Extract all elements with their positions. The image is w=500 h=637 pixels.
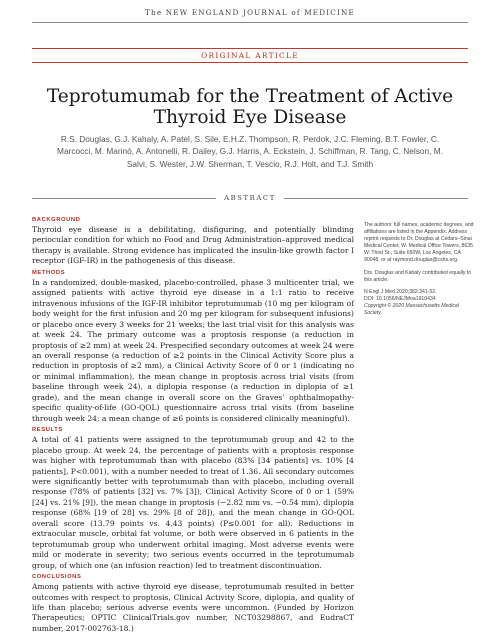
methods-text: In a randomized, double-masked, placebo-controlled, phase 3 multicenter trial, we assigned patients with active thyroid eye disease in a 1:1 ratio to receive intravenous infusions of the IGF-IR inhibitor teprotumumab (10 mg per kilogram of body weight for the first infusion and 20 mg per kilogram for subsequent infusions) or placebo once every 3 weeks for 21 weeks; the last trial visit for this analysis was at week 24. The primary outcome was a proptosis response (a reduction in proptosis of ≥2 mm) at week 24. Prespecified secondary outcomes at week 24 were an overall response (a reduction of ≥2 points in the Clinical Activity Score plus a reduction in proptosis of ≥2 mm), a Clinical Activity Score of 0 or 1 (indicating no or minimal inflammation), the mean change in proptosis across trial visits (from baseline through week 24), a diplopia response (a reduction in diplopia of ≥1 grade), and the mean change in overall score on the Graves’ ophthalmopathy-specific quality-of-life (GO-QOL) questionnaire across trial visits (from baseline through week 24; a mean change of ≥6 points is considered clinically meaningful).: [32, 277, 354, 423]
doi: DOI: 10.1056/NEJMoa1910434: [364, 295, 436, 302]
background-heading: BACKGROUND: [32, 217, 81, 223]
article-title: Teprotumumab for the Treatment of Active Thyroid Eye Disease: [46, 86, 454, 128]
conclusions-text: Among patients with active thyroid eye disease, teprotumumab resulted in better outcomes with respect to proptosis, Clinical Activity Score, diplopia, and quality of life than placebo; serious adverse events were uncommon. (Funded by Horizon Therapeutics; OPTIC ClinicalTrials.gov number, NCT03298867, and EudraCT number, 2017-002763-18.): [32, 582, 354, 633]
results-text: A total of 41 patients were assigned to the teprotumumab group and 42 to the placebo group. At week 24, the percentage of patients with a proptosis response was higher with teprotumumab than with placebo (83% [34 patients] vs. 10% [4 patients], P<0.001), with a number needed to treat of 1.36. All secondary outcomes were significantly better with teprotumumab than with placebo, including overall response (78% of patients [32] vs. 7% [3]), Clinical Activity Score of 0 or 1 (59% [24] vs. 21% [9]), the mean change in proptosis (−2.82 mm vs. −0.54 mm), diplopia response (68% [19 of 28] vs. 29% [8 of 28]), and the mean change in GO-QOL overall score (13.79 points vs. 4.43 points) (P≤0.001 for all). Reductions in extraocular muscle, orbital fat volume, or both were observed in 6 patients in the teprotumumab group who underwent orbital imaging. Most adverse events were mild or moderate in severity; two serious events occurred in the teprotumumab group, of which one (an infusion reaction) led to treatment discontinuation.: [32, 435, 354, 570]
methods-heading: METHODS: [32, 269, 66, 276]
affiliation-note: The authors’ full names, academic degrees, and affiliations are listed in the Appendix. Address reprint requests to Dr. Douglas at Cedars–Sinai Medical Center, W. Medical Office Towers, 8635 W. Third St., Suite 650W, Los Angeles, CA 90048, or at raymond.douglas@cshs.org.: [364, 222, 474, 264]
background-text: Thyroid eye disease is a debilitating, disfiguring, and potentially blinding periocular condition for which no Food and Drug Administration–approved medical therapy is available. Strong evidence has implicated the insulin-like growth factor I receptor (IGF-IR) in the pathogenesis of this disease.: [32, 225, 354, 266]
abstract-body: [32, 217, 354, 637]
author-list: R.S. Douglas, G.J. Kahaly, A. Patel, S. Sile, E.H.Z. Thompson, R. Perdok, J.C. Fleming, B.T. Fowler, C. Marcocci, M. Marinò, A. Antonelli, R. Dailey, G.J. Harris, A. Eckstein, J. Schiffman, R. Tang, C. Nelson, M. Salvi, S. Wester, J.W. Sherman, T. Vescio, R.J. Holt, and T.J. Smith: [57, 134, 443, 169]
conclusions-heading: CONCLUSIONS: [32, 574, 82, 581]
journal-masthead: The NEW ENGLAND JOURNAL of MEDICINE: [145, 8, 355, 17]
copyright: Copyright © 2020 Massachusetts Medical Society.: [364, 302, 459, 317]
sidebar-notes: [364, 222, 476, 322]
results-heading: RESULTS: [32, 427, 63, 434]
article-type-label: ORIGINAL ARTICLE: [201, 51, 299, 60]
contribution-note: Drs. Douglas and Kahaly contributed equally to this article.: [364, 269, 472, 283]
abstract-heading: ABSTRACT: [224, 194, 276, 202]
header-rule: [32, 22, 468, 23]
citation: N Engl J Med 2020;382:341-52.: [364, 288, 437, 295]
